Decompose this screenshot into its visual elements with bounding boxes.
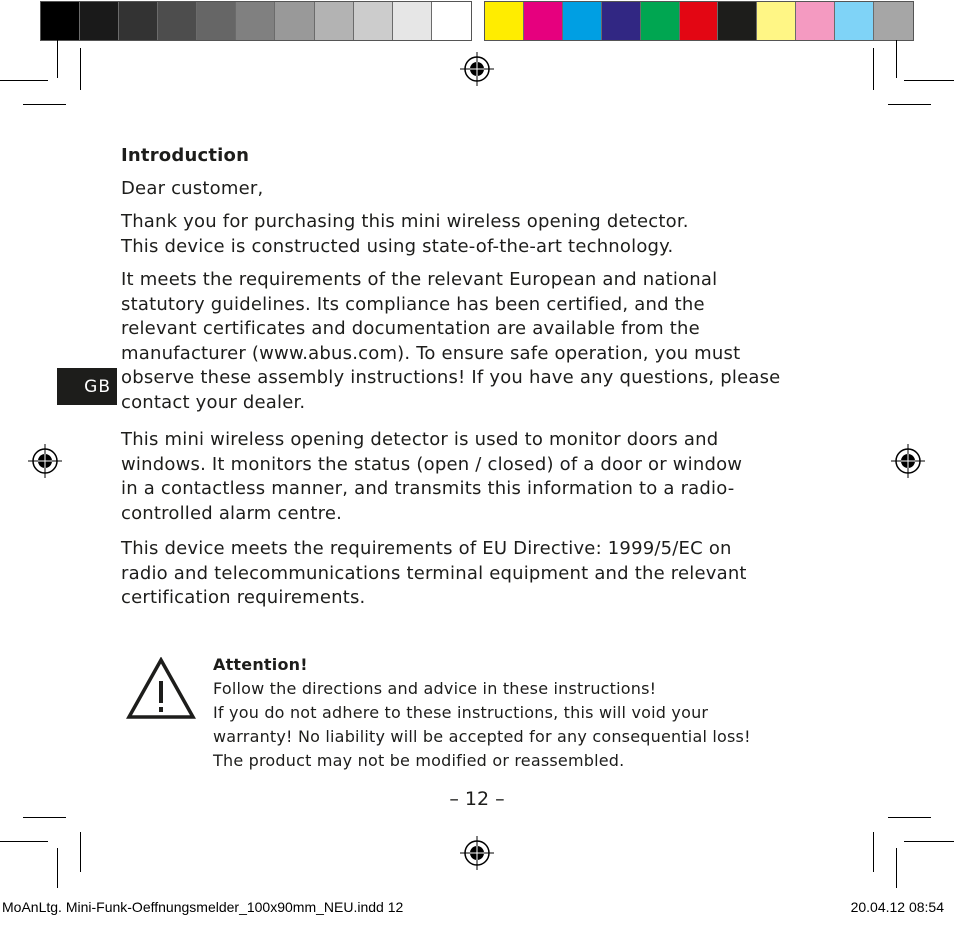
registration-mark-icon xyxy=(28,444,62,478)
crop-mark xyxy=(904,841,954,842)
color-swatch xyxy=(485,2,524,40)
text-line: relevant certificates and documentation are available from the xyxy=(121,318,700,339)
text-line: statutory guidelines. Its compliance has been certified, and the xyxy=(121,293,705,315)
text-line: contact your dealer. xyxy=(121,391,306,413)
crop-mark xyxy=(888,104,931,105)
color-swatch xyxy=(236,2,275,40)
warning-triangle-icon xyxy=(126,657,196,720)
color-swatch xyxy=(718,2,757,40)
crop-mark xyxy=(873,48,874,90)
color-swatch xyxy=(80,2,119,40)
attention-line: Follow the directions and advice in these instructions! xyxy=(213,679,657,698)
text-line: Thank you for purchasing this mini wireless opening detector. xyxy=(121,211,689,232)
attention-line: If you do not adhere to these instructions, this will void your xyxy=(213,703,709,722)
color-swatch xyxy=(41,2,80,40)
introduction-heading: Introduction xyxy=(121,145,250,166)
color-swatch xyxy=(602,2,641,40)
color-swatch xyxy=(354,2,393,40)
text-line: observe these assembly instructions! If you have any questions, please xyxy=(121,367,781,388)
color-swatch xyxy=(197,2,236,40)
grayscale-color-bar xyxy=(40,1,472,41)
text-line: This device meets the requirements of EU Directive: 1999/5/EC on xyxy=(121,538,732,559)
color-swatch xyxy=(874,2,913,40)
crop-mark xyxy=(23,817,66,818)
registration-mark-icon xyxy=(460,52,494,86)
salutation: Dear customer, xyxy=(121,178,264,199)
text-line: in a contactless manner, and transmits this information to a radio- xyxy=(121,478,735,499)
text-line: windows. It monitors the status (open / closed) of a door or window xyxy=(121,453,743,475)
color-swatch xyxy=(796,2,835,40)
crop-mark xyxy=(57,848,58,888)
crop-mark xyxy=(80,48,81,90)
color-swatch xyxy=(275,2,314,40)
crop-mark xyxy=(80,832,81,872)
crop-mark xyxy=(57,40,58,78)
registration-mark-icon xyxy=(891,444,925,478)
crop-mark xyxy=(904,80,954,81)
color-swatch xyxy=(393,2,432,40)
crop-mark xyxy=(0,841,48,842)
color-swatch xyxy=(119,2,158,40)
text-line: It meets the requirements of the relevant European and national xyxy=(121,269,718,290)
paragraph-requirements xyxy=(121,268,801,415)
text-line: This device is constructed using state-of-the-art technology. xyxy=(121,235,674,257)
crop-mark xyxy=(896,40,897,78)
text-line: radio and telecommunications terminal equipment and the relevant xyxy=(121,562,747,584)
color-swatch xyxy=(315,2,354,40)
attention-line: warranty! No liability will be accepted for any consequential loss! xyxy=(213,727,751,746)
paragraph-thanks xyxy=(121,210,801,259)
crop-mark xyxy=(888,817,931,818)
cmyk-color-bar xyxy=(484,1,914,41)
slug-filename: MoAnLtg. Mini-Funk-Oeffnungsmelder_100x90mm_NEU.indd 12 xyxy=(2,899,404,915)
color-swatch xyxy=(432,2,471,40)
text-line: controlled alarm centre. xyxy=(121,502,343,524)
color-swatch xyxy=(641,2,680,40)
language-tab: GB xyxy=(57,368,117,405)
color-swatch xyxy=(563,2,602,40)
slug-date: 20.04.12 08:54 xyxy=(850,899,944,915)
text-line: This mini wireless opening detector is used to monitor doors and xyxy=(121,429,719,450)
registration-mark-icon xyxy=(460,836,494,870)
color-swatch xyxy=(524,2,563,40)
text-line: manufacturer (www.abus.com). To ensure safe operation, you must xyxy=(121,342,741,364)
color-swatch xyxy=(158,2,197,40)
crop-mark xyxy=(0,80,48,81)
crop-mark xyxy=(873,832,874,872)
attention-line: The product may not be modified or reassembled. xyxy=(213,751,625,770)
attention-title: Attention! xyxy=(213,655,308,674)
page-number: – 12 – xyxy=(449,788,505,810)
color-swatch xyxy=(835,2,874,40)
crop-mark xyxy=(23,104,66,105)
attention-notice xyxy=(213,653,813,773)
text-line: certification requirements. xyxy=(121,587,366,608)
color-swatch xyxy=(680,2,719,40)
color-swatch xyxy=(757,2,796,40)
crop-mark xyxy=(896,848,897,888)
paragraph-directive xyxy=(121,537,801,611)
paragraph-purpose xyxy=(121,428,801,526)
